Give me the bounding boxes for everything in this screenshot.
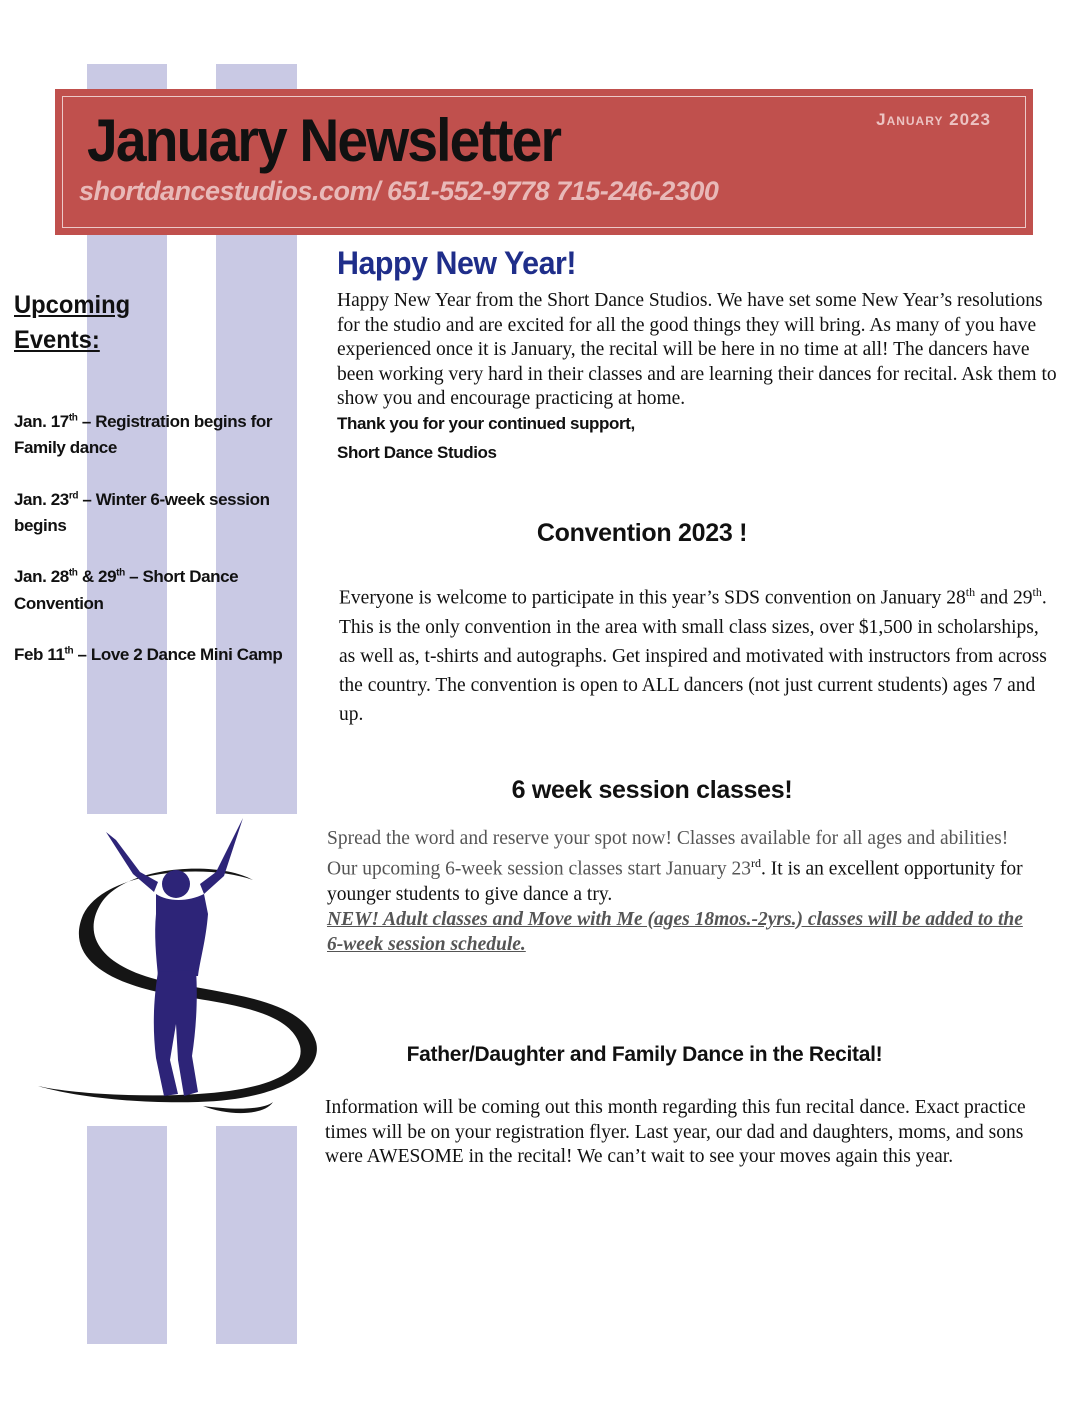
contact-info: shortdancestudios.com/ 651-552-9778 715-246-2300 xyxy=(79,176,719,206)
event-item: Feb 11th – Love 2 Dance Mini Camp xyxy=(14,645,283,665)
family-dance-body: Information will be coming out this month regarding this fun recital dance. Exact practice times will be on your registration flyer. Last year, our dad and daughters, moms, and sons were AWESOME in the recital! We can’t wait to see your moves again this year. xyxy=(325,1097,1026,1167)
decorative-stripe xyxy=(87,1126,167,1344)
thanks-line: Thank you for your continued support, xyxy=(337,414,635,433)
event-item: Jan. 28th & 29th – Short Dance Convention xyxy=(14,567,239,613)
session-heading: 6 week session classes! xyxy=(511,776,793,804)
signature: Short Dance Studios xyxy=(337,443,497,462)
new-year-body: Happy New Year from the Short Dance Studios. We have set some New Year’s resolutions for the studio and are excited for all the good things they will bring. As many of you have experienced once it is January, the recital will be here in no time at all! The dancers have been working very hard in their classes and are learning their dances for recital. Ask them to show you and encourage practicing at home. xyxy=(337,290,1057,410)
new-year-heading: Happy New Year! xyxy=(337,245,576,281)
convention-body: Everyone is welcome to participate in this year’s SDS convention on January 28th and 29th. This is the only convention in the area with small class sizes, over $1,500 in scholarships, as well as, t-shirts and autographs. Get inspired and motivated with instructors from across the country. The convention is open to ALL dancers (not just current students) ages 7 and up. xyxy=(339,585,1047,725)
newsletter-title: January Newsletter xyxy=(87,107,561,174)
convention-heading: Convention 2023 ! xyxy=(536,519,748,547)
new-classes-notice: NEW! Adult classes and Move with Me (ages 18mos.-2yrs.) classes will be added to the 6-week session schedule. xyxy=(327,908,1023,955)
upcoming-events-sidebar xyxy=(14,288,306,693)
session-body: Spread the word and reserve your spot now! Classes available for all ages and abilities! Our upcoming 6-week session classes start January 23rd. It is an excellent opportunity for younger students to give dance a try. NEW! Adult classes and Move with Me (ages 18mos.-2yrs.) classes will be added to the 6-week session schedule. xyxy=(327,828,1023,955)
event-item: Jan. 17th – Registration begins for Family dance xyxy=(14,412,273,458)
dancer-logo-image xyxy=(28,810,328,1120)
sidebar-heading: Upcoming Events: xyxy=(14,291,131,354)
decorative-stripe xyxy=(216,1126,297,1344)
header-banner xyxy=(55,89,1033,235)
s-tail-swirl xyxy=(203,1102,273,1113)
issue-date: January 2023 xyxy=(876,110,991,129)
family-dance-heading: Father/Daughter and Family Dance in the Recital! xyxy=(406,1043,883,1066)
event-item: Jan. 23rd – Winter 6-week session begins xyxy=(14,489,270,536)
dancer-figure xyxy=(106,818,243,1096)
